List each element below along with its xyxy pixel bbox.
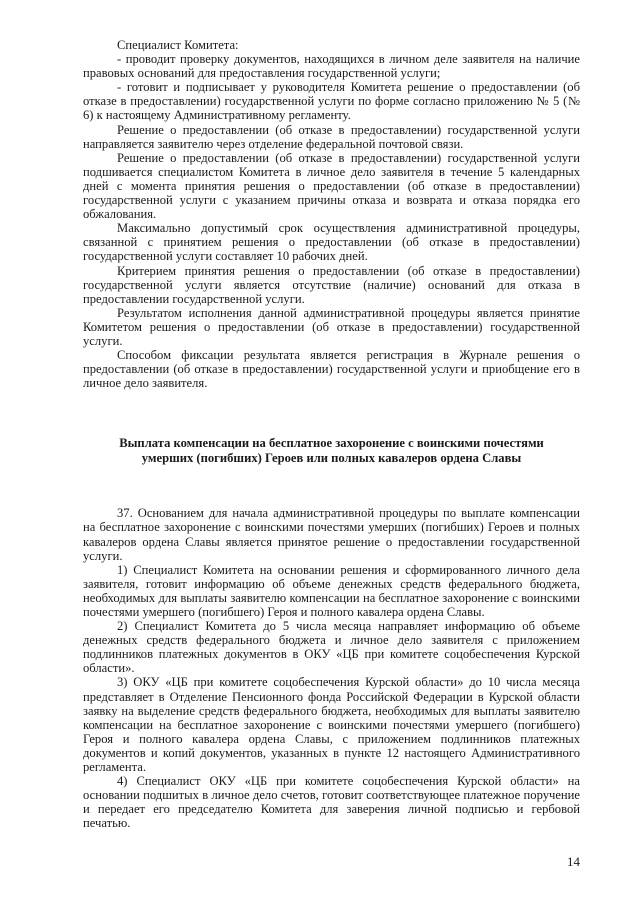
page-number: 14 (567, 854, 580, 869)
procedure-paragraphs (83, 38, 580, 390)
paragraph: Специалист Комитета: (117, 38, 239, 52)
paragraph: 2) Специалист Комитета до 5 числа месяца направляет информацию об объеме денежных средств федерального бюджета и личное дело заявителя с приложением подлинников платежных документов в ОКУ «ЦБ при комитете соцобеспечения Курской области». (83, 619, 580, 676)
paragraph: - проводит проверку документов, находящихся в личном деле заявителя на наличие правовых оснований для предоставления государственной услуги; (83, 52, 580, 81)
section-heading: Выплата компенсации на бесплатное захоронение с воинскими почестями умерших (погибших) Героев или полных кавалеров ордена Славы (119, 436, 544, 466)
paragraph: 3) ОКУ «ЦБ при комитете соцобеспечения Курской области» до 10 числа месяца представляет в Отделение Пенсионного фонда Российской Федерации в Курской области заявку на выделение средств федерального бюджета, необходимых для выплаты заявителю компенсации на бесплатное захоронение с воинскими почестями умершего (погибшего) Героя и полного кавалера ордена Славы, с приложением подлинников платежных документов и копий документов, указанных в пункте 12 настоящего Административного регламента. (83, 675, 580, 775)
paragraph: Критерием принятия решения о предоставлении (об отказе в предоставлении) государственной услуги является отсутствие (наличие) оснований для отказа в предоставлении государственной услуги. (83, 263, 580, 306)
document-page (83, 38, 580, 831)
paragraph: Результатом исполнения данной административной процедуры является принятие Комитетом решения о предоставлении (об отказе в предоставлении) государственной услуги. (83, 305, 580, 348)
paragraph: 4) Специалист ОКУ «ЦБ при комитете соцобеспечения Курской области» на основании подшитых в личное дело счетов, готовит соответствующее платежное поручение и передает его председателю Комитета для заверения личной подписью и гербовой печатью. (83, 774, 580, 831)
paragraph: 1) Специалист Комитета на основании решения и сформированного личного дела заявителя, готовит информацию об объеме денежных средств федерального бюджета, необходимых для выплаты заявителю компенсации на бесплатное захоронение с воинскими почестями умершего (погибшего) Героя и полного кавалера ордена Славы. (83, 562, 580, 619)
paragraph: 37. Основанием для начала административной процедуры по выплате компенсации на бесплатное захоронение с воинскими почестями умерших (погибших) Героев и полных кавалеров ордена Славы является принятое решение о предоставлении государственной услуги. (83, 506, 580, 563)
compensation-paragraphs (83, 506, 580, 830)
paragraph: Способом фиксации результата является регистрация в Журнале решения о предоставлении (об отказе в предоставлении) государственной услуги и приобщение его в личное дело заявителя. (83, 348, 580, 391)
paragraph: - готовит и подписывает у руководителя Комитета решение о предоставлении (об отказе в предоставлении) государственной услуги по форме согласно приложению № 5 (№ 6) к настоящему Административному регламенту. (83, 80, 580, 123)
paragraph: Решение о предоставлении (об отказе в предоставлении) государственной услуги направляется заявителю через отделение федеральной почтовой связи. (83, 122, 580, 151)
paragraph: Решение о предоставлении (об отказе в предоставлении) государственной услуги подшивается специалистом Комитета в личное дело заявителя в течение 5 календарных дней с момента принятия решения о предоставлении (об отказе в предоставлении) государственной услуги с указанием причины отказа и возврата и отказа порядка его обжалования. (83, 150, 580, 222)
paragraph: Максимально допустимый срок осуществления административной процедуры, связанной с принятием решения о предоставлении (об отказе в предоставлении) государственной услуги составляет 10 рабочих дней. (83, 221, 580, 264)
